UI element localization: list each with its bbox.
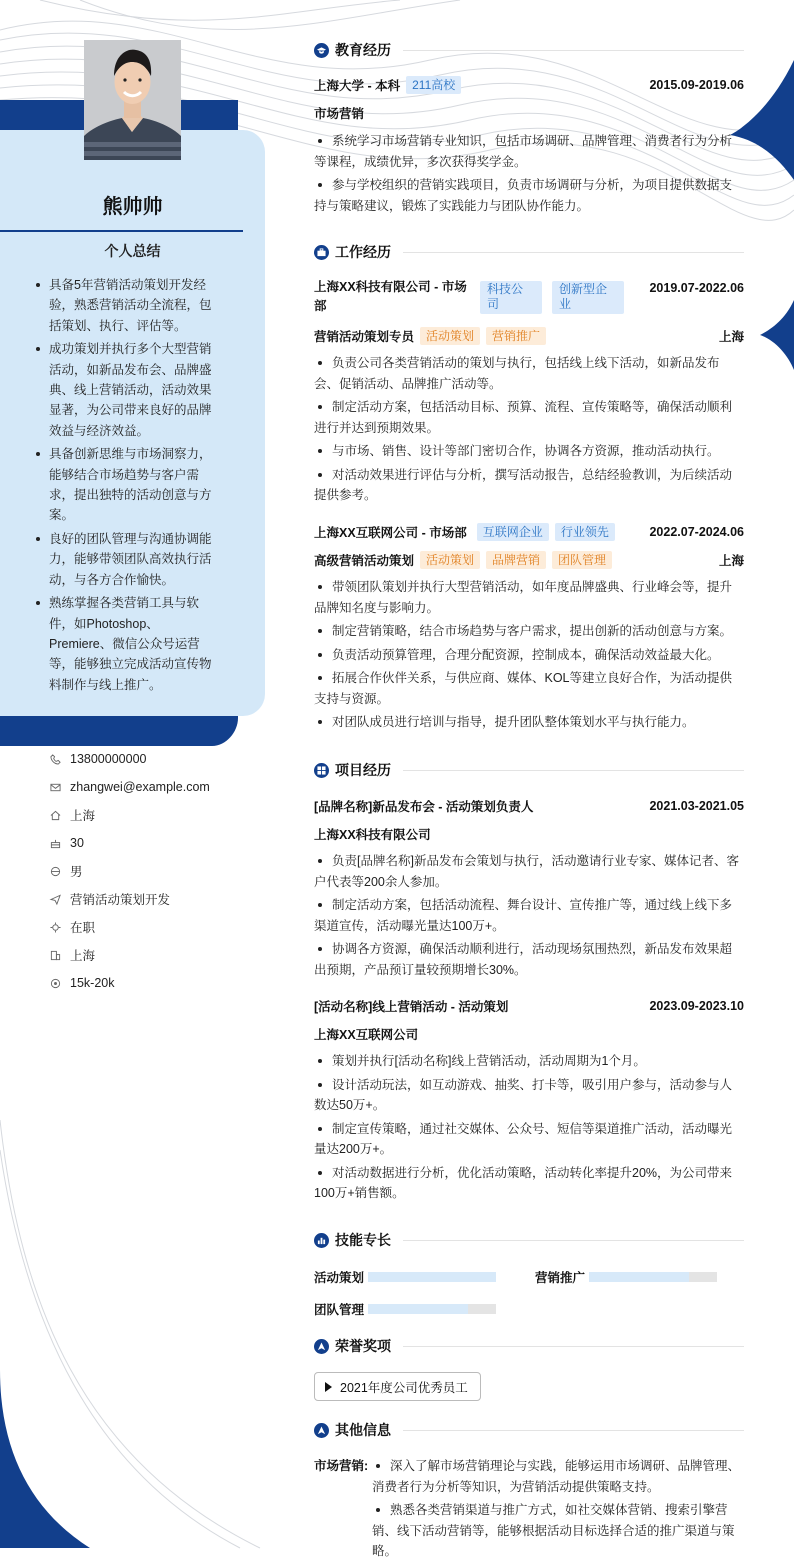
grid-icon xyxy=(314,763,329,778)
company-tag: 互联网企业 xyxy=(477,523,549,541)
info-text: 男 xyxy=(70,865,83,879)
send-icon xyxy=(50,894,61,905)
left-column xyxy=(0,0,290,1548)
list-item: 负责公司各类营销活动的策划与执行，包括线上线下活动，如新品发布会、促销活动、品牌推广活动等。 xyxy=(314,353,744,394)
summary-item: 具备5年营销活动策划开发经验，熟悉营销活动全流程，包括策划、执行、评估等。 xyxy=(49,275,219,336)
company-name-line: 部 xyxy=(314,299,327,313)
education-date: 2015.09-2019.06 xyxy=(649,78,744,92)
school-name: 上海大学 - 本科 xyxy=(314,79,401,93)
summary-title: 个人总结 xyxy=(104,243,161,259)
list-item: 制定营销策略，结合市场趋势与客户需求，提出创新的活动创意与方案。 xyxy=(314,621,744,642)
skill-bar-fill xyxy=(368,1304,468,1314)
info-text: 营销活动策划开发 xyxy=(70,893,171,907)
role-tag: 活动策划 xyxy=(420,551,480,569)
education-header-row xyxy=(314,76,744,94)
play-icon xyxy=(325,1382,332,1392)
company-tag: 行业领先 xyxy=(555,523,615,541)
section-education-header xyxy=(314,40,744,60)
major: 市场营销 xyxy=(314,107,365,121)
tag-line: 创新型企 xyxy=(559,282,608,296)
role-tag: 团队管理 xyxy=(552,551,612,569)
list-item: 策划并执行[活动名称]线上营销活动，活动周期为1个月。 xyxy=(314,1051,744,1072)
other-info xyxy=(314,1456,744,1565)
job-duties-list xyxy=(314,577,744,736)
section-other-header xyxy=(314,1420,744,1440)
project-header-row xyxy=(314,797,744,815)
other-list xyxy=(372,1456,744,1565)
info-text: 13800000000 xyxy=(70,752,147,766)
info-gender xyxy=(50,857,270,885)
info-icon xyxy=(314,1423,329,1438)
company-tag xyxy=(480,281,542,314)
role-tag: 品牌营销 xyxy=(486,551,546,569)
section-title: 工作经历 xyxy=(335,244,391,260)
section-title: 技能专长 xyxy=(335,1232,391,1248)
cake-icon xyxy=(50,838,61,849)
skill-bar xyxy=(368,1272,496,1282)
list-item: 负责活动预算管理，合理分配资源，控制成本，确保活动效益最大化。 xyxy=(314,645,744,666)
candidate-name: 熊帅帅 xyxy=(102,196,163,218)
company-tag xyxy=(552,281,624,314)
summary-item: 具备创新思维与市场洞察力，能够结合市场趋势与客户需求，提出独特的活动创意与方案。 xyxy=(49,444,219,526)
chart-icon xyxy=(314,1233,329,1248)
list-item: 熟悉各类营销渠道与推广方式，如社交媒体营销、搜索引擎营销、线下活动营销等，能够根据活动目标选择合适的推广渠道与策略。 xyxy=(372,1500,744,1562)
skill-name: 活动策划 xyxy=(314,1271,365,1285)
skill-bar-fill xyxy=(368,1272,496,1282)
project-list xyxy=(314,1051,744,1207)
summary-item: 良好的团队管理与沟通协调能力，能够带领团队高效执行活动，与各方合作愉快。 xyxy=(49,529,219,590)
company-name xyxy=(314,278,474,316)
profile-photo xyxy=(84,40,181,160)
info-phone xyxy=(50,745,270,773)
info-text: 在职 xyxy=(70,921,96,935)
tag-line: 科技公 xyxy=(487,282,524,296)
section-divider xyxy=(403,50,744,51)
job-duties-list xyxy=(314,353,744,509)
summary-item: 熟练掌握各类营销工具与软件，如Photoshop、Premiere、微信公众号运营等，能够独立完成活动宣传物料制作与线上推广。 xyxy=(49,593,219,695)
list-item: 带领团队策划并执行大型营销活动，如年度品牌盛典、行业峰会等，提升品牌知名度与影响力。 xyxy=(314,577,744,618)
role-tag: 营销推广 xyxy=(486,327,546,345)
skill-bar xyxy=(589,1272,717,1282)
name-divider xyxy=(0,230,243,232)
summary-list xyxy=(49,275,219,698)
info-job-target xyxy=(50,885,270,913)
education-list xyxy=(314,131,744,219)
phone-icon xyxy=(50,754,61,765)
major-row xyxy=(314,104,744,122)
job-date: 2022.07-2024.06 xyxy=(649,525,744,539)
list-item: 制定宣传策略，通过社交媒体、公众号、短信等渠道推广活动，活动曝光量达200万+。 xyxy=(314,1119,744,1160)
project-list xyxy=(314,851,744,983)
info-email xyxy=(50,773,270,801)
skill-item xyxy=(535,1268,717,1286)
job-role-row xyxy=(314,327,744,345)
info-city xyxy=(50,941,270,969)
job-role: 高级营销活动策划 xyxy=(314,554,415,568)
award-name: 2021年度公司优秀员工 xyxy=(340,1380,468,1395)
list-item: 协调各方资源，确保活动顺利进行，活动现场氛围热烈，新品发布效果超出预期，产品预订量较预期增长30%。 xyxy=(314,939,744,980)
skill-name: 营销推广 xyxy=(535,1271,586,1285)
info-age xyxy=(50,829,270,857)
project-org-row xyxy=(314,1025,744,1043)
role-tag: 活动策划 xyxy=(420,327,480,345)
info-salary xyxy=(50,969,270,997)
project-date: 2021.03-2021.05 xyxy=(649,799,744,813)
section-awards-header xyxy=(314,1336,744,1356)
graduation-cap-icon xyxy=(314,43,329,58)
info-home xyxy=(50,801,270,829)
info-text: 上海 xyxy=(70,809,96,823)
job-role: 营销活动策划专员 xyxy=(314,330,415,344)
award-icon xyxy=(314,1339,329,1354)
job-city: 上海 xyxy=(718,554,744,568)
section-divider xyxy=(403,1240,744,1241)
project-org-row xyxy=(314,825,744,843)
list-item: 制定活动方案，包括活动流程、舞台设计、宣传推广等，通过线上线下多渠道宣传，活动曝光量达100万+。 xyxy=(314,895,744,936)
project-org: 上海XX科技有限公司 xyxy=(314,828,431,842)
briefcase-icon xyxy=(314,245,329,260)
list-item: 对活动数据进行分析，优化活动策略，活动转化率提升20%，为公司带来100万+销售额。 xyxy=(314,1163,744,1204)
status-icon xyxy=(50,922,61,933)
list-item: 与市场、销售、设计等部门密切合作，协调各方资源，推动活动执行。 xyxy=(314,441,744,462)
section-divider xyxy=(403,770,744,771)
section-title: 项目经历 xyxy=(335,762,391,778)
list-item: 拓展合作伙伴关系，与供应商、媒体、KOL等建立良好合作，为活动提供支持与资源。 xyxy=(314,668,744,709)
info-text: 30 xyxy=(70,836,84,850)
section-divider xyxy=(403,1430,744,1431)
building-icon xyxy=(50,950,61,961)
award-chip xyxy=(314,1372,481,1401)
list-item: 对团队成员进行培训与指导，提升团队整体策划水平与执行能力。 xyxy=(314,712,744,733)
skill-bar xyxy=(368,1304,496,1314)
project-header-row xyxy=(314,997,744,1015)
section-title: 其他信息 xyxy=(335,1422,391,1438)
skill-item xyxy=(314,1268,496,1286)
other-key: 市场营销: xyxy=(314,1459,369,1473)
tag-line: 司 xyxy=(487,297,500,311)
info-status xyxy=(50,913,270,941)
section-projects-header xyxy=(314,760,744,780)
gender-icon xyxy=(50,866,61,877)
list-item: 深入了解市场营销理论与实践，能够运用市场调研、品牌管理、消费者行为分析等知识，为营销活动提供策略支持。 xyxy=(372,1456,744,1497)
email-icon xyxy=(50,782,61,793)
section-divider xyxy=(403,252,744,253)
list-item: 设计活动玩法，如互动游戏、抽奖、打卡等，吸引用户参与，活动参与人数达50万+。 xyxy=(314,1075,744,1116)
list-item: 参与学校组织的营销实践项目，负责市场调研与分析，为项目提供数据支持与策略建议，锻炼了实践能力与团队协作能力。 xyxy=(314,175,744,216)
company-name: 上海XX互联网公司 - 市场部 xyxy=(314,526,467,540)
section-title: 荣誉奖项 xyxy=(335,1338,391,1354)
section-skills-header xyxy=(314,1230,744,1250)
job-role-row xyxy=(314,551,744,569)
skill-bar-fill xyxy=(589,1272,689,1282)
project-org: 上海XX互联网公司 xyxy=(314,1028,419,1042)
section-title: 教育经历 xyxy=(335,42,391,58)
project-date: 2023.09-2023.10 xyxy=(649,999,744,1013)
skill-name: 团队管理 xyxy=(314,1303,365,1317)
list-item: 负责[品牌名称]新品发布会策划与执行，活动邀请行业专家、媒体记者、客户代表等200余人参加。 xyxy=(314,851,744,892)
job-header-row xyxy=(314,523,744,541)
section-divider xyxy=(403,1346,744,1347)
company-name-line: 上海XX科技有限公司 - 市场 xyxy=(314,280,467,294)
salary-icon xyxy=(50,978,61,989)
info-text: zhangwei@example.com xyxy=(70,780,210,794)
section-work-header xyxy=(314,242,744,262)
job-date: 2019.07-2022.06 xyxy=(649,281,744,295)
contact-info xyxy=(50,745,270,997)
project-name: [品牌名称]新品发布会 - 活动策划负责人 xyxy=(314,800,534,814)
skill-item xyxy=(314,1300,496,1318)
info-text: 15k-20k xyxy=(70,976,115,990)
list-item: 对活动效果进行评估与分析，撰写活动报告，总结经验教训，为后续活动提供参考。 xyxy=(314,465,744,506)
job-city: 上海 xyxy=(718,330,744,344)
project-name: [活动名称]线上营销活动 - 活动策划 xyxy=(314,1000,509,1014)
school-tag: 211高校 xyxy=(406,76,461,94)
list-item: 制定活动方案，包括活动目标、预算、流程、宣传策略等，确保活动顺利进行并达到预期效果。 xyxy=(314,397,744,438)
home-icon xyxy=(50,810,61,821)
info-text: 上海 xyxy=(70,949,96,963)
summary-item: 成功策划并执行多个大型营销活动，如新品发布会、品牌盛典、线上营销活动，活动效果显著，为公司带来良好的品牌效益与经济效益。 xyxy=(49,339,219,441)
tag-line: 业 xyxy=(559,297,572,311)
list-item: 系统学习市场营销专业知识，包括市场调研、品牌管理、消费者行为分析等课程，成绩优异，多次获得奖学金。 xyxy=(314,131,744,172)
